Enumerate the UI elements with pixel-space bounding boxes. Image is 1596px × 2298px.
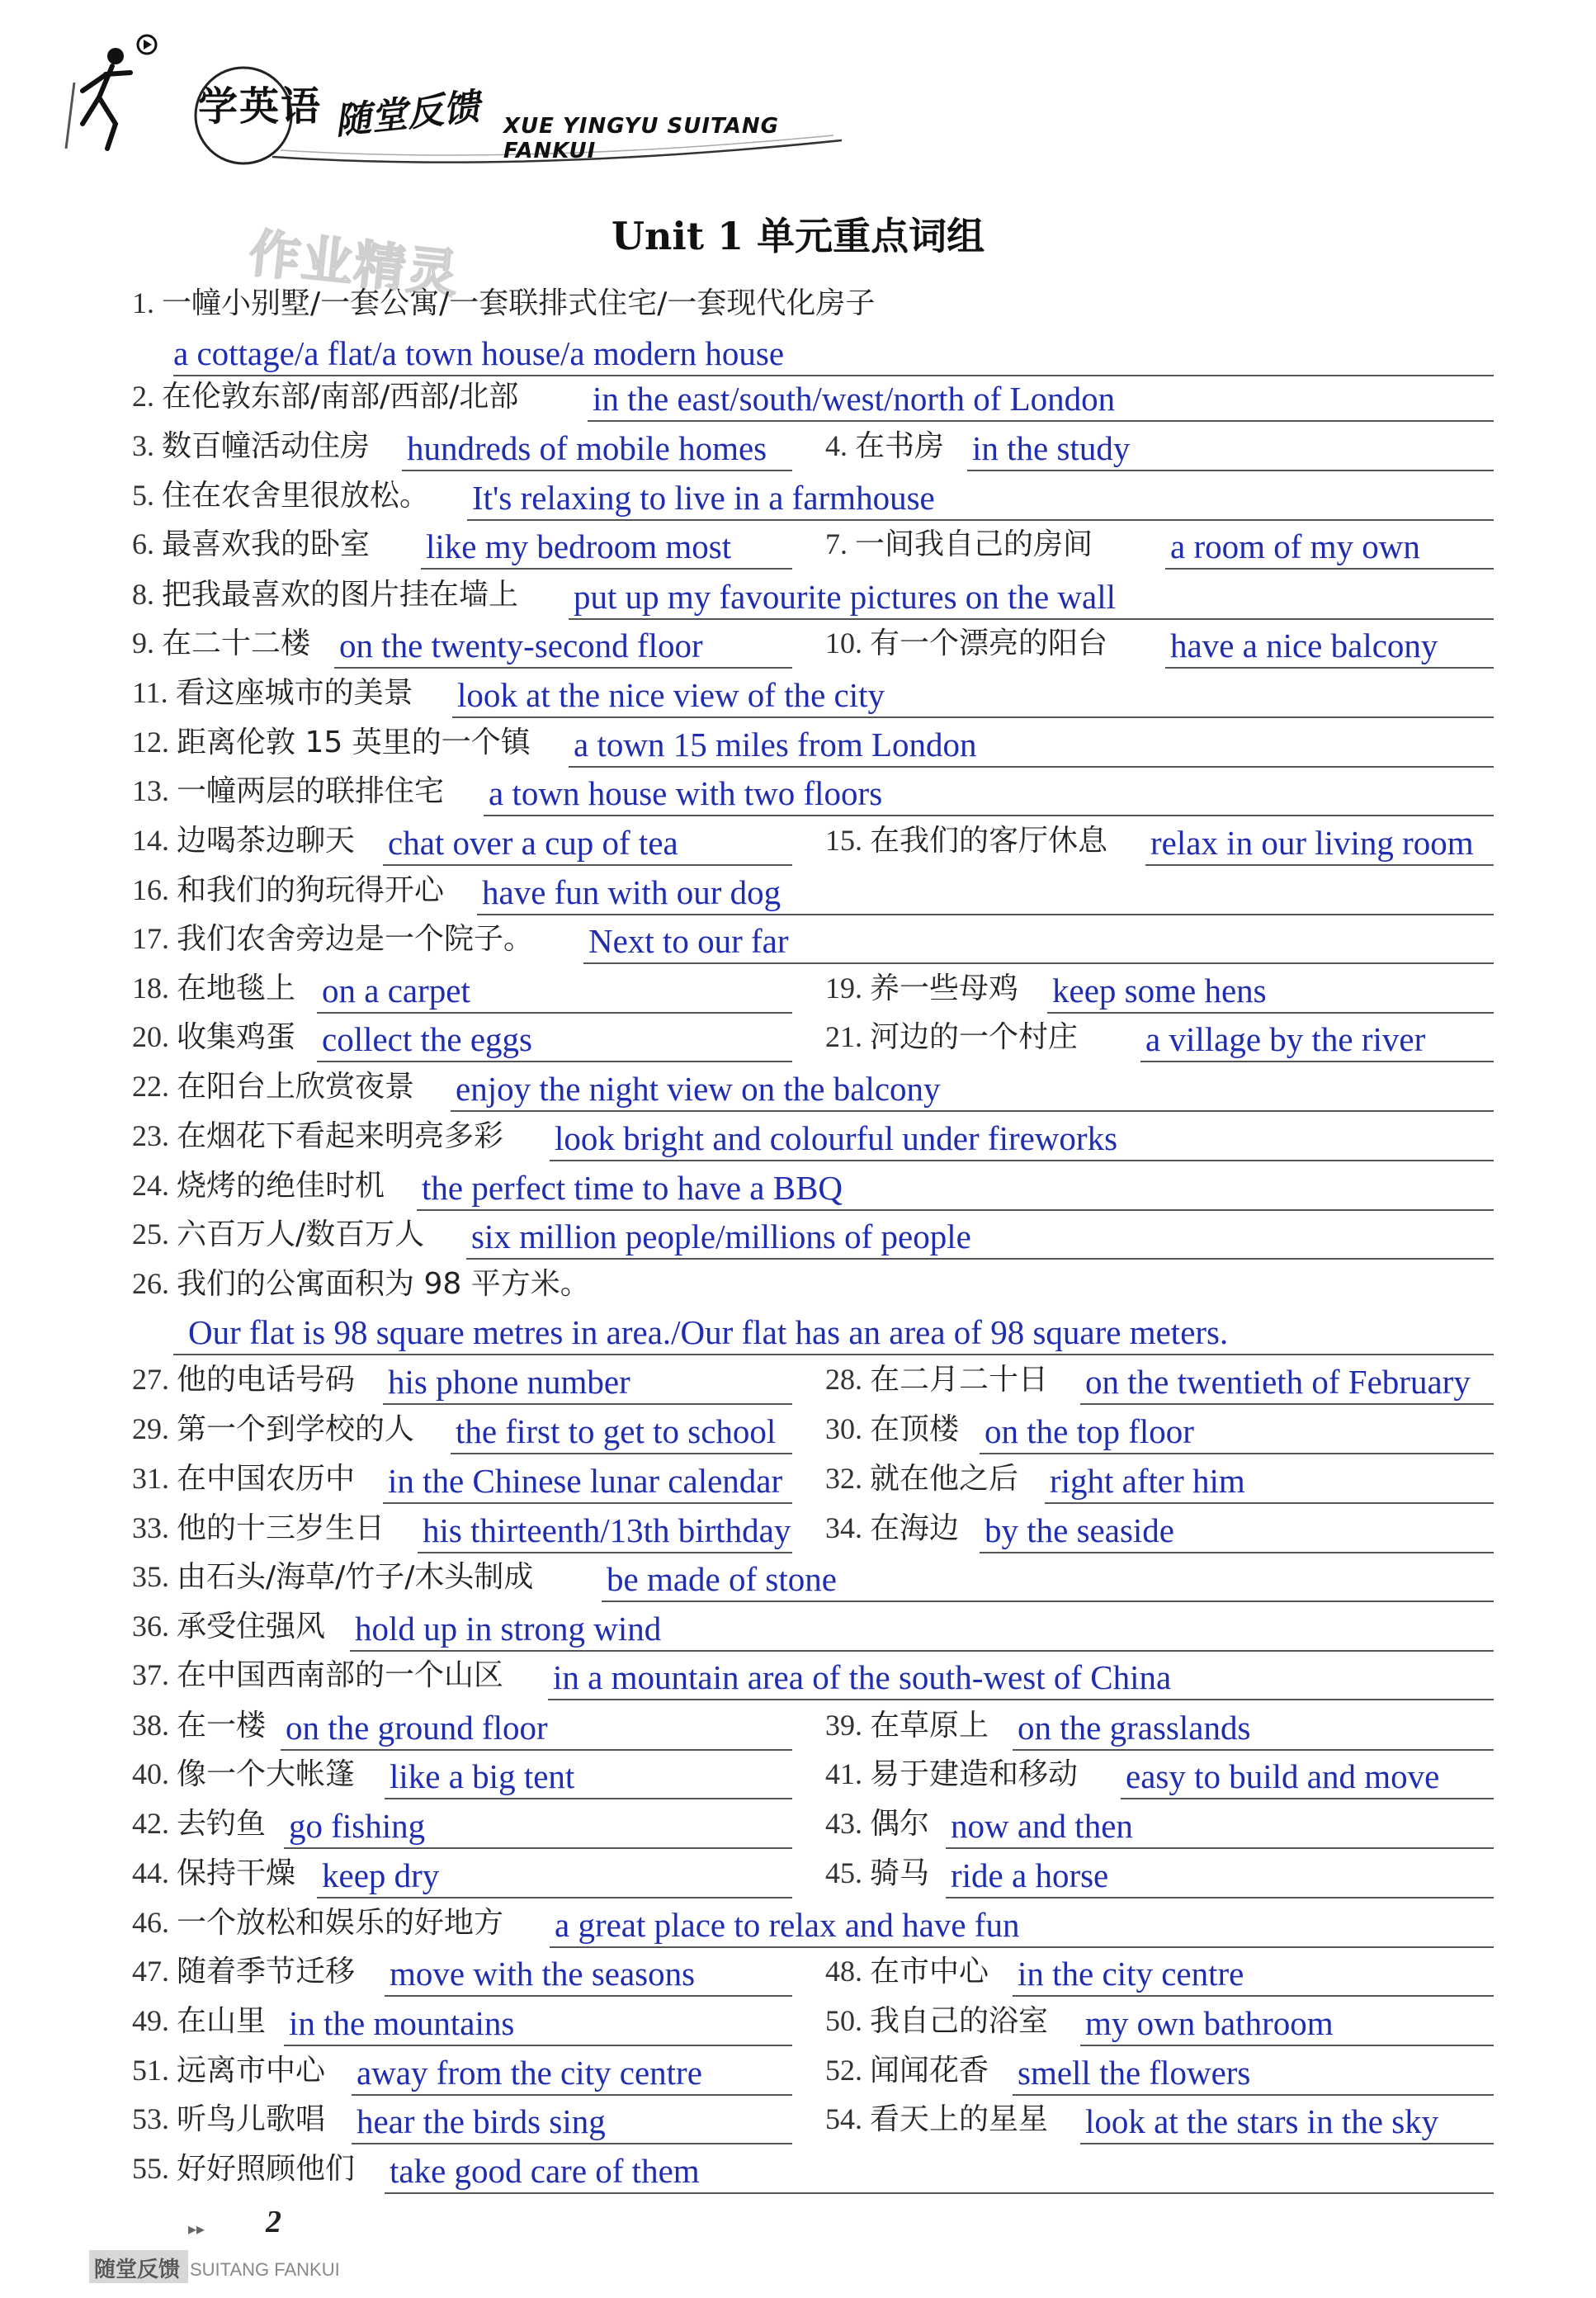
phrase-prompt	[825, 1356, 1048, 1398]
answer-text: on the ground floor	[286, 1709, 548, 1747]
item-number: 4.	[825, 429, 855, 462]
answer-text: relax in our living room	[1150, 824, 1474, 862]
answer-line	[1013, 1749, 1494, 1751]
answer-text: in the city centre	[1018, 1955, 1244, 1993]
answer-line	[550, 1160, 1494, 1161]
chinese-phrase: 在中国西南部的一个山区	[177, 1658, 504, 1692]
item-number: 9.	[132, 627, 162, 660]
answer-line	[466, 1258, 1494, 1260]
item-number: 42.	[132, 1807, 177, 1840]
phrase-prompt	[132, 1751, 355, 1793]
phrase-prompt	[132, 1162, 385, 1204]
chinese-phrase: 一个放松和娱乐的好地方	[177, 1906, 504, 1940]
answer-text: a room of my own	[1170, 527, 1420, 565]
answer-line	[980, 1552, 1494, 1553]
chinese-phrase: 在地毯上	[177, 972, 296, 1005]
answer-text: in the east/south/west/north of London	[593, 380, 1116, 418]
phrase-prompt	[132, 719, 531, 761]
answer-text: on the top floor	[985, 1412, 1194, 1450]
item-number: 24.	[132, 1169, 177, 1202]
chinese-phrase: 我们农舍旁边是一个院子。	[177, 922, 534, 956]
answer-text: the first to get to school	[456, 1412, 777, 1450]
answer-line	[173, 1354, 1494, 1355]
answer-text: easy to build and move	[1126, 1757, 1440, 1795]
phrase-prompt	[825, 1751, 1078, 1793]
phrase-item	[132, 1607, 1494, 1655]
footer-label-en: SUITANG FANKUI	[190, 2259, 340, 2280]
answer-line	[1045, 1502, 1494, 1504]
answer-text: collect the eggs	[322, 1020, 533, 1058]
answer-text: keep some hens	[1052, 972, 1267, 1010]
chinese-phrase: 他的十三岁生日	[177, 1511, 385, 1545]
chinese-phrase: 好好照顾他们	[177, 2152, 356, 2186]
answer-text: keep dry	[322, 1856, 440, 1894]
answer-text: take good care of them	[390, 2152, 700, 2190]
phrase-prompt	[825, 965, 1018, 1007]
chinese-phrase: 我自己的浴室	[870, 2004, 1049, 2038]
chinese-phrase: 住在农舍里很放松。	[162, 479, 430, 513]
item-number: 43.	[825, 1807, 870, 1840]
answer-line	[548, 1699, 1494, 1700]
phrase-prompt	[132, 817, 355, 859]
item-number: 8.	[132, 578, 162, 611]
answer-line	[569, 766, 1494, 768]
item-number: 19.	[825, 972, 870, 1005]
item-number: 13.	[132, 774, 177, 807]
phrase-prompt	[132, 867, 444, 909]
phrase-prompt	[825, 1406, 959, 1448]
item-number: 50.	[825, 2004, 870, 2037]
item-number: 10.	[825, 627, 870, 660]
chinese-phrase: 一间我自己的房间	[855, 527, 1093, 561]
phrase-prompt	[132, 915, 533, 958]
answer-line	[350, 1650, 1494, 1652]
chinese-phrase: 易于建造和移动	[870, 1757, 1079, 1791]
answer-line	[588, 420, 1494, 422]
answer-text: move with the seasons	[390, 1955, 696, 1993]
phrase-item	[825, 1804, 1494, 1852]
answer-line	[602, 1601, 1494, 1602]
chinese-phrase: 有一个漂亮的阳台	[870, 627, 1108, 660]
phrase-prompt	[825, 1505, 959, 1547]
chinese-phrase: 收集鸡蛋	[177, 1020, 296, 1054]
item-number: 20.	[132, 1020, 177, 1053]
phrase-prompt	[825, 2047, 989, 2089]
item-number: 30.	[825, 1412, 870, 1445]
answer-text: on the twentieth of February	[1085, 1363, 1471, 1401]
phrase-prompt	[132, 1356, 355, 1398]
phrase-item	[132, 920, 1494, 967]
item-number: 36.	[132, 1610, 177, 1643]
answer-text: in the Chinese lunar calendar	[388, 1462, 783, 1500]
phrase-prompt	[132, 620, 310, 662]
answer-line	[1047, 1012, 1494, 1014]
chinese-phrase: 承受住强风	[177, 1610, 326, 1643]
answer-line	[583, 962, 1494, 964]
answer-line	[383, 1502, 792, 1504]
answer-line	[421, 568, 792, 570]
item-number: 37.	[132, 1658, 177, 1691]
answer-text: ride a horse	[951, 1856, 1109, 1894]
phrase-item	[825, 427, 1494, 475]
answer-line	[484, 815, 1494, 816]
chinese-phrase: 在我们的客厅休息	[870, 824, 1108, 858]
answer-text: away from the city centre	[357, 2054, 702, 2092]
item-number: 39.	[825, 1709, 870, 1742]
chinese-phrase: 去钓鱼	[177, 1807, 267, 1841]
answer-line	[383, 864, 792, 866]
answer-text: look bright and colourful under fireworks	[555, 1119, 1118, 1157]
chinese-phrase: 数百幢活动住房	[162, 429, 371, 463]
answer-line	[284, 1847, 792, 1849]
phrase-prompt	[132, 1505, 385, 1547]
answer-text: go fishing	[289, 1807, 426, 1845]
answer-text: hundreds of mobile homes	[407, 429, 767, 467]
header-subtitle-cn: 随堂反馈	[333, 85, 482, 144]
chinese-phrase: 在市中心	[870, 1955, 989, 1988]
item-number: 54.	[825, 2102, 870, 2135]
chinese-phrase: 在二月二十日	[870, 1363, 1049, 1397]
answer-line	[1080, 1403, 1494, 1405]
header-title-cn: 学英语	[198, 83, 323, 130]
chinese-phrase: 看天上的星星	[870, 2102, 1049, 2136]
answer-line	[317, 1897, 792, 1898]
item-number: 14.	[132, 824, 177, 857]
answer-text: a great place to relax and have fun	[555, 1906, 1020, 1944]
item-number: 5.	[132, 479, 162, 512]
answer-text: a town 15 miles from London	[574, 726, 977, 764]
item-number: 35.	[132, 1560, 177, 1593]
phrase-prompt	[132, 1113, 503, 1155]
phrase-prompt	[132, 1406, 414, 1448]
chinese-phrase: 听鸟儿歌唱	[177, 2102, 326, 2136]
phrase-prompt	[132, 373, 518, 415]
item-number: 32.	[825, 1462, 870, 1495]
item-number: 48.	[825, 1955, 870, 1988]
chinese-phrase: 骑马	[870, 1856, 930, 1890]
answer-text: hear the birds sing	[357, 2102, 606, 2140]
phrase-prompt	[132, 1455, 355, 1497]
answer-text: hold up in strong wind	[355, 1610, 662, 1648]
page-header	[58, 17, 800, 163]
phrase-prompt	[132, 2096, 325, 2138]
answer-line	[317, 1012, 792, 1014]
answer-text: by the seaside	[985, 1511, 1174, 1549]
chinese-phrase: 在烟花下看起来明亮多彩	[177, 1119, 504, 1153]
phrase-item	[132, 1854, 792, 1902]
item-number: 21.	[825, 1020, 870, 1053]
header-title-en: XUE YINGYU SUITANG FANKUI	[503, 114, 779, 163]
answer-text: Next to our far	[588, 922, 789, 960]
answer-text: right after him	[1050, 1462, 1245, 1500]
answer-text: like a big tent	[390, 1757, 575, 1795]
page-title: Unit 1 单元重点词组	[611, 214, 985, 258]
chinese-phrase: 由石头/海草/竹子/木头制成	[177, 1560, 534, 1594]
answer-line	[967, 470, 1494, 471]
answer-text: a village by the river	[1145, 1020, 1426, 1058]
answer-text: on the grasslands	[1018, 1709, 1251, 1747]
phrase-prompt	[132, 1063, 414, 1105]
answer-text: look at the nice view of the city	[457, 676, 885, 714]
item-number: 17.	[132, 922, 177, 955]
answer-line	[452, 716, 1494, 718]
phrase-prompt	[132, 1014, 295, 1056]
chinese-phrase: 六百万人/数百万人	[177, 1218, 425, 1251]
answer-line	[946, 1847, 1494, 1849]
item-number: 7.	[825, 527, 855, 560]
chinese-phrase: 在书房	[855, 429, 945, 463]
footer-label-cn: 随堂反馈	[94, 2258, 181, 2282]
chinese-phrase: 在中国农历中	[177, 1462, 356, 1496]
chinese-phrase: 随着季节迁移	[177, 1955, 356, 1988]
phrase-prompt	[132, 1800, 266, 1842]
chinese-phrase: 在顶楼	[870, 1412, 960, 1446]
phrase-item	[132, 1804, 792, 1852]
chinese-phrase: 第一个到学校的人	[177, 1412, 415, 1446]
phrase-prompt	[825, 1850, 929, 1892]
answer-text: on the twenty-second floor	[339, 627, 703, 664]
phrase-item	[825, 1854, 1494, 1902]
phrase-prompt	[132, 2047, 325, 2089]
item-number: 33.	[132, 1511, 177, 1544]
answer-text: on a carpet	[322, 972, 470, 1010]
watermark: 作业精灵	[246, 222, 463, 305]
answer-text: have a nice balcony	[1170, 627, 1438, 664]
phrase-prompt	[132, 1260, 590, 1303]
chinese-phrase: 养一些母鸡	[870, 972, 1019, 1005]
item-number: 12.	[132, 726, 177, 759]
phrase-prompt	[132, 423, 370, 465]
answer-line	[946, 1897, 1494, 1898]
phrase-prompt	[825, 2096, 1048, 2138]
answer-line	[451, 1110, 1494, 1112]
phrase-prompt	[132, 1603, 325, 1645]
answer-line	[1013, 1995, 1494, 1997]
answer-line	[317, 1061, 792, 1062]
item-number: 1.	[132, 286, 162, 319]
chinese-phrase: 在二十二楼	[162, 627, 311, 660]
chinese-phrase: 河边的一个村庄	[870, 1020, 1079, 1054]
chinese-phrase: 最喜欢我的卧室	[162, 527, 371, 561]
item-number: 3.	[132, 429, 162, 462]
chinese-phrase: 像一个大帐篷	[177, 1757, 356, 1791]
answer-line	[383, 1403, 792, 1405]
answer-line	[352, 2094, 792, 2096]
phrase-prompt	[132, 1211, 424, 1253]
answer-text: in the study	[972, 429, 1131, 467]
chinese-phrase: 和我们的狗玩得开心	[177, 873, 445, 907]
item-number: 25.	[132, 1218, 177, 1251]
item-number: 6.	[132, 527, 162, 560]
item-number: 38.	[132, 1709, 177, 1742]
answer-line	[284, 2045, 792, 2046]
answer-line	[550, 1946, 1494, 1948]
item-number: 18.	[132, 972, 177, 1005]
answer-line	[334, 667, 792, 669]
answer-text: in a mountain area of the south-west of China	[553, 1658, 1172, 1696]
answer-text: be made of stone	[607, 1560, 837, 1598]
item-number: 45.	[825, 1856, 870, 1889]
chinese-phrase: 一幢两层的联排住宅	[177, 774, 445, 808]
phrase-item	[132, 2149, 1494, 2197]
phrase-prompt	[132, 1899, 503, 1941]
chinese-phrase: 在一楼	[177, 1709, 267, 1742]
footer-arrow-icon: ▸▸	[188, 2219, 205, 2239]
chinese-phrase: 偶尔	[870, 1807, 930, 1841]
chinese-phrase: 在伦敦东部/南部/西部/北部	[162, 380, 519, 414]
phrase-item	[132, 1265, 1494, 1312]
item-number: 22.	[132, 1070, 177, 1103]
item-number: 49.	[132, 2004, 177, 2037]
chinese-phrase: 看这座城市的美景	[175, 676, 413, 710]
answer-line	[451, 1453, 792, 1454]
item-number: 16.	[132, 873, 177, 906]
item-number: 47.	[132, 1955, 177, 1988]
phrase-prompt	[132, 965, 295, 1007]
answer-text: have fun with our dog	[482, 873, 781, 911]
phrase-prompt	[825, 521, 1093, 563]
phrase-prompt	[825, 817, 1107, 859]
phrase-prompt	[825, 620, 1107, 662]
answer-line	[1165, 667, 1494, 669]
phrase-item	[132, 871, 1494, 919]
answer-text: now and then	[951, 1807, 1133, 1845]
phrase-prompt	[132, 472, 429, 514]
phrase-prompt	[132, 1702, 266, 1744]
answer-line	[417, 1209, 1494, 1211]
phrase-prompt	[132, 1850, 295, 1892]
phrase-prompt	[132, 1998, 266, 2040]
answer-line	[980, 1453, 1494, 1454]
chinese-phrase: 一幢小别墅/一套公寓/一套联排式住宅/一套现代化房子	[162, 286, 876, 320]
item-number: 55.	[132, 2152, 177, 2185]
chinese-phrase: 就在他之后	[870, 1462, 1019, 1496]
phrase-prompt	[825, 1998, 1048, 2040]
item-number: 44.	[132, 1856, 177, 1889]
item-number: 53.	[132, 2102, 177, 2135]
phrase-prompt	[132, 1652, 503, 1694]
item-number: 31.	[132, 1462, 177, 1495]
item-number: 41.	[825, 1757, 870, 1790]
item-number: 51.	[132, 2054, 177, 2087]
phrase-prompt	[825, 1800, 929, 1842]
answer-text: smell the flowers	[1018, 2054, 1251, 2092]
phrase-prompt	[132, 669, 413, 712]
answer-line	[1080, 2143, 1494, 2144]
chinese-phrase: 在阳台上欣赏夜景	[177, 1070, 415, 1104]
phrase-prompt	[132, 768, 444, 810]
chinese-phrase: 保持干燥	[177, 1856, 296, 1890]
answer-line	[1121, 1798, 1494, 1799]
runner-logo-icon	[58, 33, 165, 157]
answer-text: put up my favourite pictures on the wall	[574, 578, 1116, 616]
item-number: 15.	[825, 824, 870, 857]
phrase-item	[132, 284, 1494, 332]
phrase-prompt	[132, 571, 518, 613]
answer-text: It's relaxing to live in a farmhouse	[472, 479, 935, 517]
phrase-prompt	[132, 1553, 533, 1596]
answer-text: Our flat is 98 square metres in area./Our flat has an area of 98 square meters.	[188, 1313, 1229, 1351]
answer-text: a cottage/a flat/a town house/a modern house	[173, 334, 785, 372]
answer-text: chat over a cup of tea	[388, 824, 678, 862]
answer-text: enjoy the night view on the balcony	[456, 1070, 941, 1108]
chinese-phrase: 距离伦敦 15 英里的一个镇	[177, 726, 531, 759]
answer-text: his thirteenth/13th birthday	[423, 1511, 791, 1549]
chinese-phrase: 烧烤的绝佳时机	[177, 1169, 385, 1203]
answer-text: look at the stars in the sky	[1085, 2102, 1439, 2140]
answer-line	[385, 1995, 792, 1997]
chinese-phrase: 闻闻花香	[870, 2054, 989, 2088]
chinese-phrase: 他的电话号码	[177, 1363, 356, 1397]
answer-text: a town house with two floors	[489, 774, 883, 812]
phrase-prompt	[132, 2145, 355, 2187]
answer-line	[1013, 2094, 1494, 2096]
answer-line	[385, 1798, 792, 1799]
chinese-phrase: 在山里	[177, 2004, 267, 2038]
item-number: 52.	[825, 2054, 870, 2087]
answer-text: like my bedroom most	[426, 527, 732, 565]
item-number: 23.	[132, 1119, 177, 1152]
phrase-prompt	[825, 1014, 1078, 1056]
answer-line	[281, 1749, 792, 1751]
answer-line	[385, 2192, 1494, 2194]
answer-text: his phone number	[388, 1363, 630, 1401]
item-number: 34.	[825, 1511, 870, 1544]
phrase-prompt	[825, 1455, 1018, 1497]
chinese-phrase: 边喝茶边聊天	[177, 824, 356, 858]
item-number: 40.	[132, 1757, 177, 1790]
answer-text: in the mountains	[289, 2004, 515, 2042]
answer-line	[1140, 1061, 1494, 1062]
item-number: 11.	[132, 676, 176, 709]
item-number: 29.	[132, 1412, 177, 1445]
phrase-prompt	[825, 423, 944, 465]
phrase-prompt	[132, 521, 370, 563]
answer-text: my own bathroom	[1085, 2004, 1334, 2042]
answer-line	[477, 914, 1494, 915]
phrase-prompt	[132, 1948, 355, 1990]
chinese-phrase: 远离市中心	[177, 2054, 326, 2088]
item-number: 28.	[825, 1363, 870, 1396]
item-number: 46.	[132, 1906, 177, 1939]
item-number: 2.	[132, 380, 162, 413]
phrase-prompt	[132, 280, 875, 322]
answer-line	[1080, 2045, 1494, 2046]
item-number: 26.	[132, 1267, 177, 1300]
answer-line	[352, 2143, 792, 2144]
chinese-phrase: 我们的公寓面积为 98 平方米。	[177, 1267, 590, 1301]
chinese-phrase: 在海边	[870, 1511, 960, 1545]
answer-line	[1165, 568, 1494, 570]
phrase-prompt	[825, 1702, 989, 1744]
phrase-prompt	[825, 1948, 989, 1990]
chinese-phrase: 把我最喜欢的图片挂在墙上	[162, 578, 519, 612]
answer-line	[1145, 864, 1494, 866]
item-number: 27.	[132, 1363, 177, 1396]
answer-text: six million people/millions of people	[471, 1218, 971, 1255]
page-number: 2	[266, 2205, 281, 2239]
chinese-phrase: 在草原上	[870, 1709, 989, 1742]
answer-line	[402, 470, 792, 471]
answer-text: the perfect time to have a BBQ	[422, 1169, 843, 1207]
